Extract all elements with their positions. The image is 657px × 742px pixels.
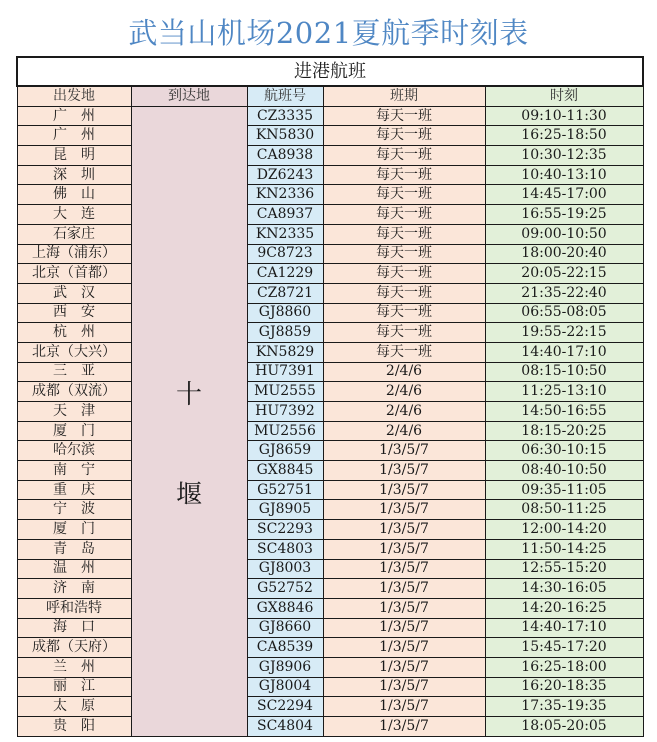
arrival-city-char: 十 <box>175 380 202 411</box>
flight-number: KN2335 <box>247 224 323 244</box>
flight-time: 16:25-18:50 <box>485 126 643 146</box>
flight-days: 每天一班 <box>323 146 485 166</box>
flight-number: GJ8004 <box>247 677 323 697</box>
table-row <box>17 283 643 303</box>
flight-number: SC2293 <box>247 520 323 540</box>
flight-time: 11:50-14:25 <box>485 539 643 559</box>
flight-number: GJ8003 <box>247 559 323 579</box>
flight-number: KN5830 <box>247 126 323 146</box>
table-row <box>17 185 643 205</box>
flight-days: 1/3/5/7 <box>323 677 485 697</box>
flight-number: GJ8906 <box>247 657 323 677</box>
flight-time: 14:40-17:10 <box>485 342 643 362</box>
table-row <box>17 657 643 677</box>
table-row <box>17 244 643 264</box>
departure-city: 昆 明 <box>17 146 131 166</box>
table-row <box>17 579 643 599</box>
departure-city: 温 州 <box>17 559 131 579</box>
flight-number: SC4803 <box>247 539 323 559</box>
flight-days: 1/3/5/7 <box>323 441 485 461</box>
flight-time: 09:00-10:50 <box>485 224 643 244</box>
table-row <box>17 559 643 579</box>
departure-city: 哈尔滨 <box>17 441 131 461</box>
table-row <box>17 106 643 126</box>
header-time: 时刻 <box>485 86 643 106</box>
header-departure: 出发地 <box>17 86 131 106</box>
flight-days: 1/3/5/7 <box>323 657 485 677</box>
table-row <box>17 480 643 500</box>
flight-time: 20:05-22:15 <box>485 264 643 284</box>
flight-time: 08:15-10:50 <box>485 362 643 382</box>
table-row <box>17 323 643 343</box>
flight-time: 09:10-11:30 <box>485 106 643 126</box>
flight-days: 每天一班 <box>323 244 485 264</box>
flight-number: CA1229 <box>247 264 323 284</box>
departure-city: 广 州 <box>17 126 131 146</box>
departure-city: 三 亚 <box>17 362 131 382</box>
departure-city: 南 宁 <box>17 461 131 481</box>
flight-days: 1/3/5/7 <box>323 539 485 559</box>
table-row <box>17 303 643 323</box>
flight-time: 16:20-18:35 <box>485 677 643 697</box>
departure-city: 厦 门 <box>17 421 131 441</box>
section-banner-row <box>17 57 643 86</box>
table-row <box>17 441 643 461</box>
flight-time: 14:50-16:55 <box>485 402 643 422</box>
flight-number: CA8937 <box>247 205 323 225</box>
flight-time: 06:55-08:05 <box>485 303 643 323</box>
flight-number: DZ6243 <box>247 165 323 185</box>
flight-time: 11:25-13:10 <box>485 382 643 402</box>
flight-days: 每天一班 <box>323 283 485 303</box>
flight-time: 18:15-20:25 <box>485 421 643 441</box>
table-row <box>17 165 643 185</box>
table-row <box>17 342 643 362</box>
flight-days: 每天一班 <box>323 342 485 362</box>
table-row <box>17 520 643 540</box>
flight-days: 2/4/6 <box>323 382 485 402</box>
section-title: 进港航班 <box>17 57 643 86</box>
flight-days: 每天一班 <box>323 165 485 185</box>
table-row <box>17 638 643 658</box>
arrival-schedule-table <box>16 56 644 737</box>
flight-days: 1/3/5/7 <box>323 461 485 481</box>
flight-days: 每天一班 <box>323 106 485 126</box>
flight-days: 1/3/5/7 <box>323 598 485 618</box>
table-row <box>17 362 643 382</box>
page-title: 武当山机场2021夏航季时刻表 <box>128 16 529 50</box>
table-row <box>17 598 643 618</box>
flight-time: 10:40-13:10 <box>485 165 643 185</box>
table-row <box>17 618 643 638</box>
flight-time: 14:45-17:00 <box>485 185 643 205</box>
table-row <box>17 539 643 559</box>
flight-number: 9C8723 <box>247 244 323 264</box>
table-row <box>17 402 643 422</box>
table-row <box>17 717 643 737</box>
arrival-city-cell <box>131 106 247 736</box>
flight-number: GX8845 <box>247 461 323 481</box>
flight-time: 09:35-11:05 <box>485 480 643 500</box>
flight-number: SC2294 <box>247 697 323 717</box>
flight-time: 14:20-16:25 <box>485 598 643 618</box>
departure-city: 呼和浩特 <box>17 598 131 618</box>
table-row <box>17 697 643 717</box>
flight-number: CA8938 <box>247 146 323 166</box>
flight-days: 2/4/6 <box>323 402 485 422</box>
flight-time: 06:30-10:15 <box>485 441 643 461</box>
flight-days: 1/3/5/7 <box>323 618 485 638</box>
flight-time: 08:50-11:25 <box>485 500 643 520</box>
table-row <box>17 205 643 225</box>
arrival-city-char: 堰 <box>175 480 202 511</box>
flight-days: 1/3/5/7 <box>323 520 485 540</box>
flight-days: 每天一班 <box>323 264 485 284</box>
table-row <box>17 126 643 146</box>
table-row <box>17 382 643 402</box>
flight-number: GJ8860 <box>247 303 323 323</box>
flight-time: 08:40-10:50 <box>485 461 643 481</box>
departure-city: 贵 阳 <box>17 717 131 737</box>
departure-city: 青 岛 <box>17 539 131 559</box>
departure-city: 厦 门 <box>17 520 131 540</box>
flight-days: 2/4/6 <box>323 421 485 441</box>
flight-days: 每天一班 <box>323 126 485 146</box>
flight-number: GJ8905 <box>247 500 323 520</box>
departure-city: 北京（首都） <box>17 264 131 284</box>
departure-city: 成都（天府） <box>17 638 131 658</box>
table-row <box>17 264 643 284</box>
flight-number: GJ8659 <box>247 441 323 461</box>
flight-number: G52751 <box>247 480 323 500</box>
departure-city: 海 口 <box>17 618 131 638</box>
flight-time: 21:35-22:40 <box>485 283 643 303</box>
table-row <box>17 146 643 166</box>
flight-number: MU2555 <box>247 382 323 402</box>
flight-days: 每天一班 <box>323 323 485 343</box>
flight-number: G52752 <box>247 579 323 599</box>
departure-city: 重 庆 <box>17 480 131 500</box>
flight-time: 17:35-19:35 <box>485 697 643 717</box>
flight-days: 2/4/6 <box>323 362 485 382</box>
flight-number: KN5829 <box>247 342 323 362</box>
flight-number: HU7392 <box>247 402 323 422</box>
flight-days: 每天一班 <box>323 303 485 323</box>
departure-city: 大 连 <box>17 205 131 225</box>
flight-days: 1/3/5/7 <box>323 717 485 737</box>
header-arrival: 到达地 <box>131 86 247 106</box>
flight-number: SC4804 <box>247 717 323 737</box>
table-row <box>17 500 643 520</box>
header-schedule: 班期 <box>323 86 485 106</box>
departure-city: 太 原 <box>17 697 131 717</box>
flight-days: 1/3/5/7 <box>323 559 485 579</box>
flight-time: 12:00-14:20 <box>485 520 643 540</box>
flight-number: CZ8721 <box>247 283 323 303</box>
flight-number: GJ8859 <box>247 323 323 343</box>
departure-city: 宁 波 <box>17 500 131 520</box>
flight-days: 每天一班 <box>323 205 485 225</box>
flight-days: 1/3/5/7 <box>323 500 485 520</box>
departure-city: 佛 山 <box>17 185 131 205</box>
departure-city: 天 津 <box>17 402 131 422</box>
flight-time: 14:30-16:05 <box>485 579 643 599</box>
departure-city: 丽 江 <box>17 677 131 697</box>
flight-time: 10:30-12:35 <box>485 146 643 166</box>
departure-city: 深 圳 <box>17 165 131 185</box>
table-row <box>17 461 643 481</box>
header-row <box>17 86 643 106</box>
departure-city: 西 安 <box>17 303 131 323</box>
flight-number: MU2556 <box>247 421 323 441</box>
flight-days: 1/3/5/7 <box>323 638 485 658</box>
flight-time: 19:55-22:15 <box>485 323 643 343</box>
flight-time: 18:05-20:05 <box>485 717 643 737</box>
departure-city: 北京（大兴） <box>17 342 131 362</box>
table-row <box>17 677 643 697</box>
header-flight-no: 航班号 <box>247 86 323 106</box>
flight-days: 1/3/5/7 <box>323 579 485 599</box>
flight-days: 每天一班 <box>323 224 485 244</box>
departure-city: 兰 州 <box>17 657 131 677</box>
flight-number: KN2336 <box>247 185 323 205</box>
flight-number: GX8846 <box>247 598 323 618</box>
flight-time: 14:40-17:10 <box>485 618 643 638</box>
flight-number: CZ3335 <box>247 106 323 126</box>
departure-city: 杭 州 <box>17 323 131 343</box>
departure-city: 成都（双流） <box>17 382 131 402</box>
table-row <box>17 224 643 244</box>
departure-city: 上海（浦东） <box>17 244 131 264</box>
flight-days: 1/3/5/7 <box>323 697 485 717</box>
departure-city: 济 南 <box>17 579 131 599</box>
flight-number: HU7391 <box>247 362 323 382</box>
table-row <box>17 421 643 441</box>
departure-city: 武 汉 <box>17 283 131 303</box>
flight-time: 18:00-20:40 <box>485 244 643 264</box>
flight-time: 12:55-15:20 <box>485 559 643 579</box>
flight-days: 每天一班 <box>323 185 485 205</box>
flight-number: GJ8660 <box>247 618 323 638</box>
departure-city: 石家庄 <box>17 224 131 244</box>
flight-number: CA8539 <box>247 638 323 658</box>
flight-time: 15:45-17:20 <box>485 638 643 658</box>
departure-city: 广 州 <box>17 106 131 126</box>
flight-time: 16:25-18:00 <box>485 657 643 677</box>
flight-days: 1/3/5/7 <box>323 480 485 500</box>
flight-time: 16:55-19:25 <box>485 205 643 225</box>
